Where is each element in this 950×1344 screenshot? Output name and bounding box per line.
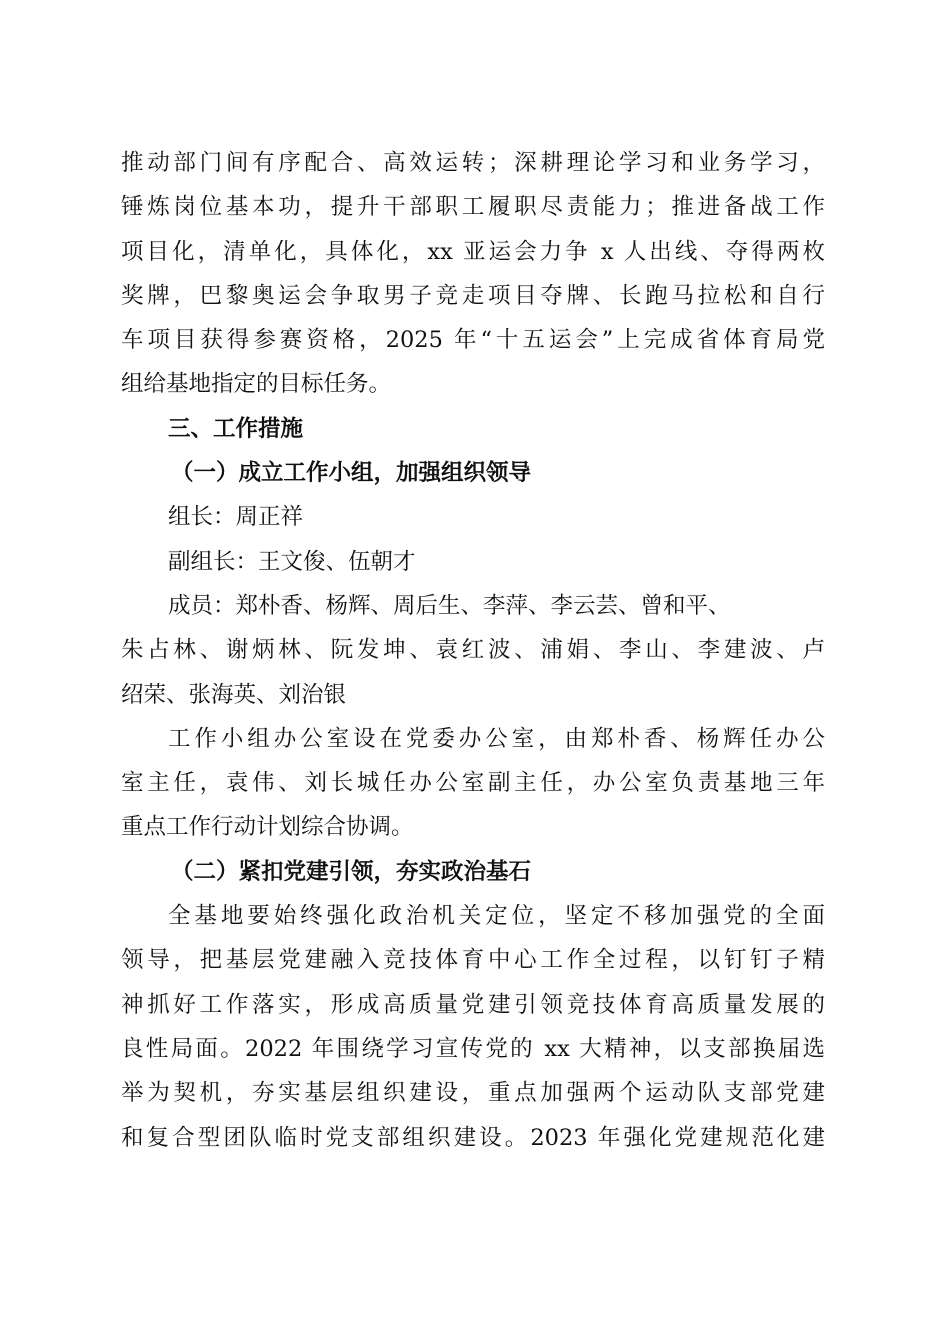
paragraph-party-building [121,894,825,1160]
text-line: 工作小组办公室设在党委办公室，由郑朴香、杨辉任办公 [168,725,825,752]
subsection-heading-working-group: （一）成立工作小组，加强组织领导 [171,460,532,487]
text-line: 重点工作行动计划综合协调。 [121,814,414,841]
text-line: 车项目获得参赛资格，2025 年“十五运会”上完成省体育局党 [121,327,825,354]
text-line: 推动部门间有序配合、高效运转；深耕理论学习和业务学习， [121,150,825,176]
text-line: 领导，把基层党建融入竞技体育中心工作全过程，以钉钉子精 [121,947,825,974]
text-line: 神抓好工作落实，形成高质量党建引领竞技体育高质量发展的 [121,991,825,1018]
paragraph-office [121,717,825,850]
text-line: 奖牌，巴黎奥运会争取男子竞走项目夺牌、长跑马拉松和自行 [121,282,825,309]
text-line: 项目化，清单化，具体化，xx 亚运会力争 x 人出线、夺得两枚 [121,238,825,265]
document-body [121,141,825,1160]
text-line: 组给基地指定的目标任务。 [121,371,392,398]
text-line: 锤炼岗位基本功，提升干部职工履职尽责能力；推进备战工作 [121,194,825,221]
text-line: 室主任，袁伟、刘长城任办公室副主任，办公室负责基地三年 [121,770,825,797]
text-line: 成员：郑朴香、杨辉、周后生、李萍、李云芸、曾和平、 [168,592,731,619]
group-leader: 组长：周正祥 [168,504,304,531]
text-line: 良性局面。2022 年围绕学习宣传党的 xx 大精神，以支部换届选 [121,1035,825,1062]
text-line: 绍荣、张海英、刘治银 [121,681,347,708]
subsection-heading-party-building: （二）紧扣党建引领，夯实政治基石 [171,858,532,885]
group-deputy-leader: 副组长：王文俊、伍朝才 [168,548,416,575]
text-line: 全基地要始终强化政治机关定位，坚定不移加强党的全面 [168,903,825,930]
text-line: 举为契机，夯实基层组织建设，重点加强两个运动队支部党建 [121,1080,825,1107]
group-members [121,584,825,717]
text-line: 朱占林、谢炳林、阮发坤、袁红波、浦娟、李山、李建波、卢 [121,637,825,664]
text-line: 和复合型团队临时党支部组织建设。2023 年强化党建规范化建 [121,1124,825,1151]
paragraph-goals [121,141,825,407]
section-heading-measures: 三、工作措施 [168,415,304,442]
